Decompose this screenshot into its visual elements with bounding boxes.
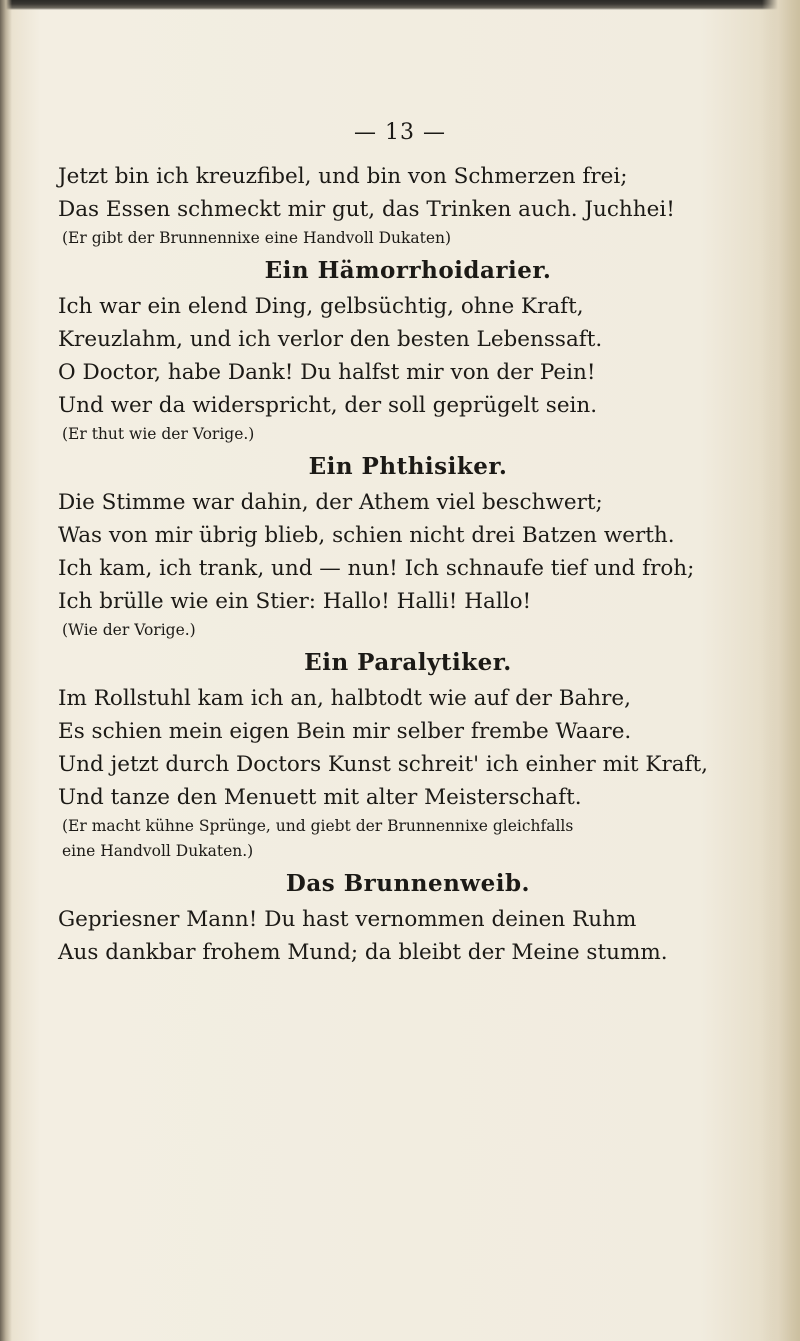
stage-direction: (Er macht kühne Sprünge, und giebt der Brunnennixe gleichfalls [62,817,574,835]
verse-line: Jetzt bin ich kreuzfibel, und bin von Schmerzen frei; [58,164,628,189]
verse-line: Und jetzt durch Doctors Kunst schreit' ich einher mit Kraft, [58,752,708,777]
right-page-edge [762,0,800,1341]
verse-line: Es schien mein eigen Bein mir selber frembe Waare. [58,719,632,744]
speaker-heading: Ein Paralytiker. [304,649,512,676]
verse-line: Ich war ein elend Ding, gelbsüchtig, ohne Kraft, [58,294,584,319]
verse-line: Und wer da widerspricht, der soll geprügelt sein. [58,393,598,418]
stage-direction: (Er gibt der Brunnennixe eine Handvoll Dukaten) [62,229,452,247]
page-number: — 13 — [354,120,446,145]
verse-line: Die Stimme war dahin, der Athem viel beschwert; [58,490,603,515]
stage-direction: (Er thut wie der Vorige.) [62,425,255,443]
speaker-heading: Ein Phthisiker. [308,453,508,480]
speaker-heading: Das Brunnenweib. [285,870,531,897]
verse-line: Und tanze den Menuett mit alter Meisterschaft. [58,785,582,810]
top-border [0,0,800,10]
left-binding-edge [0,0,12,1341]
speaker-heading: Ein Hämorrhoidarier. [264,257,552,284]
verse-line: Kreuzlahm, und ich verlor den besten Lebenssaft. [58,327,603,352]
stage-direction: eine Handvoll Dukaten.) [62,842,254,860]
verse-line: Das Essen schmeckt mir gut, das Trinken auch. Juchhei! [58,197,675,222]
stage-direction: (Wie der Vorige.) [62,621,196,639]
verse-line: Gepriesner Mann! Du hast vernommen deinen Ruhm [58,907,637,932]
poem-text [58,160,758,969]
verse-line: Ich brülle wie ein Stier: Hallo! Halli! Hallo! [58,589,532,614]
verse-line: Aus dankbar frohem Mund; da bleibt der Meine stumm. [58,940,668,965]
verse-line: Ich kam, ich trank, und — nun! Ich schnaufe tief und froh; [58,556,695,581]
verse-line: O Doctor, habe Dank! Du halfst mir von der Pein! [58,360,596,385]
verse-line: Im Rollstuhl kam ich an, halbtodt wie auf der Bahre, [58,686,631,711]
verse-line: Was von mir übrig blieb, schien nicht drei Batzen werth. [58,523,675,548]
